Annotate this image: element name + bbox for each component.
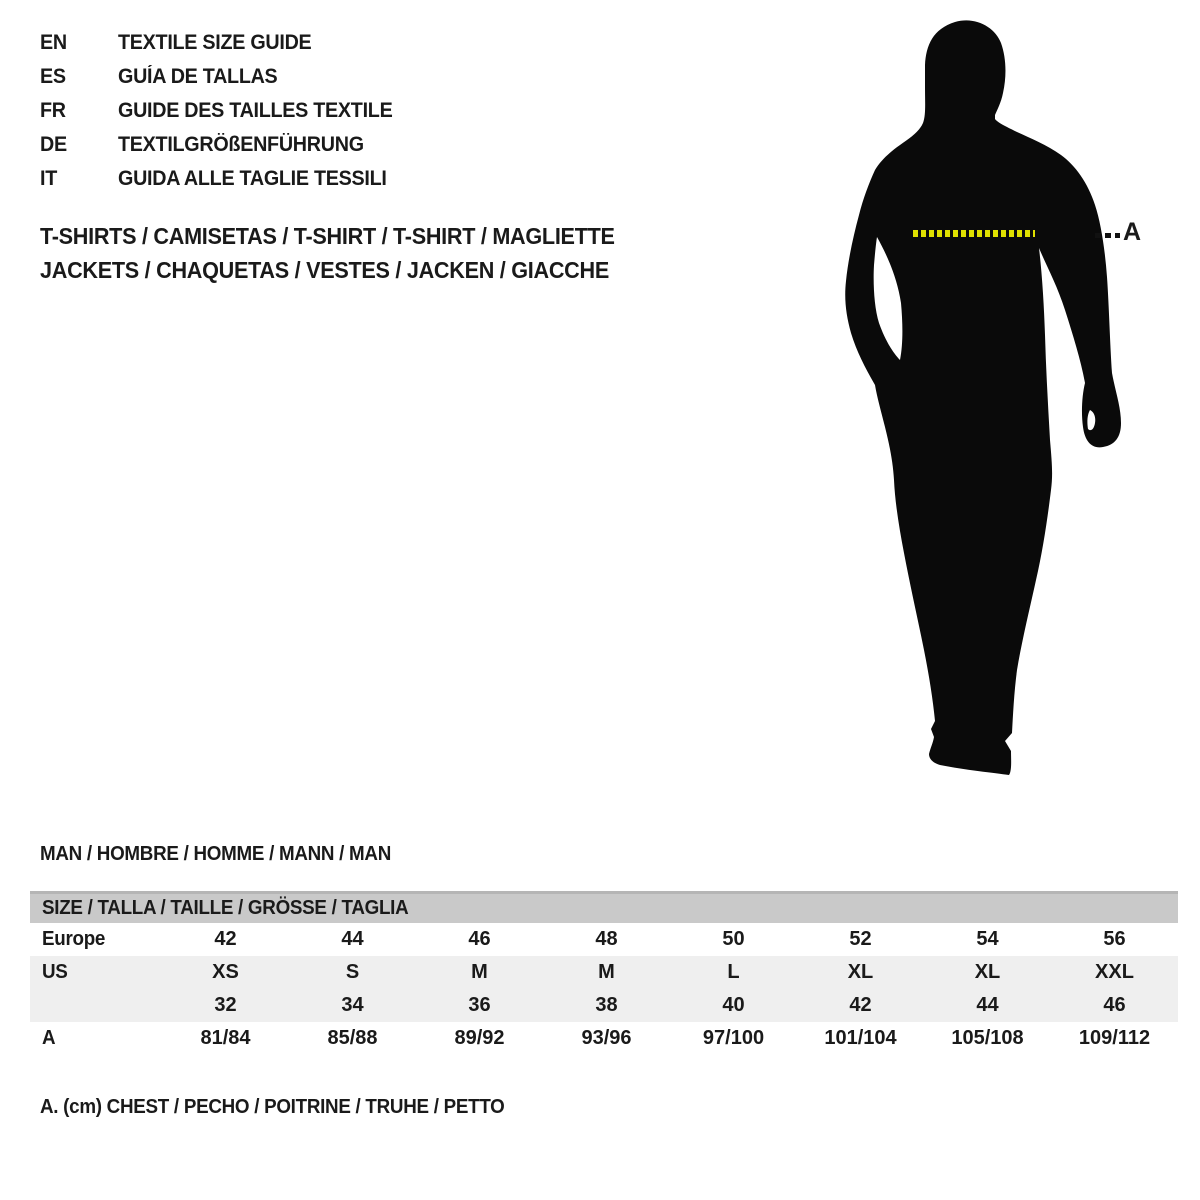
table-cell: M [471, 961, 488, 983]
table-cell: 48 [595, 928, 618, 950]
table-cell: 97/100 [702, 1027, 765, 1049]
table-header: SIZE / TALLA / TAILLE / GRÖSSE / TAGLIA [30, 891, 1178, 923]
table-row-us [30, 956, 1178, 989]
table-cell: 93/96 [581, 1027, 632, 1049]
table-cell: 40 [722, 994, 745, 1016]
table-cell: L [727, 961, 740, 983]
row-label: US [42, 961, 68, 983]
table-cell: 89/92 [454, 1027, 505, 1049]
table-cell: 46 [1103, 994, 1126, 1016]
table-cell: M [598, 961, 615, 983]
table-cell: 42 [214, 928, 237, 950]
table-cell: 42 [849, 994, 872, 1016]
table-cell: 50 [722, 928, 745, 950]
table-cell: 46 [468, 928, 491, 950]
row-label: A [42, 1027, 56, 1049]
table-cell: 101/104 [824, 1027, 897, 1049]
table-cell: S [345, 961, 360, 983]
category-jackets: JACKETS / CHAQUETAS / VESTES / JACKEN / GIACCHE [40, 257, 609, 283]
measurement-footnote: A. (cm) CHEST / PECHO / POITRINE / TRUHE / PETTO [40, 1096, 505, 1118]
table-cell: 52 [849, 928, 872, 950]
man-silhouette-icon [838, 15, 1138, 790]
language-title: TEXTILE SIZE GUIDE [118, 31, 312, 54]
language-title: TEXTILGRÖßENFÜHRUNG [118, 133, 364, 156]
table-row-europe [30, 923, 1178, 956]
language-code: FR [40, 99, 66, 122]
table-cell: 105/108 [951, 1027, 1024, 1049]
table-cell: 81/84 [200, 1027, 251, 1049]
language-code: ES [40, 65, 66, 88]
table-cell: 36 [468, 994, 491, 1016]
table-cell: 109/112 [1078, 1027, 1151, 1049]
table-cell: 32 [214, 994, 237, 1016]
language-title: GUIDA ALLE TAGLIE TESSILI [118, 167, 387, 190]
table-cell: XL [974, 961, 1001, 983]
chest-measure-dash-line [1095, 233, 1120, 238]
language-code: IT [40, 167, 57, 190]
table-cell: XL [847, 961, 874, 983]
category-tshirts: T-SHIRTS / CAMISETAS / T-SHIRT / T-SHIRT / MAGLIETTE [40, 223, 615, 249]
table-cell: 38 [595, 994, 618, 1016]
row-label [30, 989, 162, 1022]
size-table [30, 891, 1178, 1055]
language-title: GUIDE DES TAILLES TEXTILE [118, 99, 393, 122]
table-cell: 44 [976, 994, 999, 1016]
table-cell: 34 [341, 994, 364, 1016]
language-code: DE [40, 133, 67, 156]
table-cell: 44 [341, 928, 364, 950]
language-title: GUÍA DE TALLAS [118, 65, 278, 88]
chest-measure-dotted-line [913, 230, 1035, 237]
table-cell: XXL [1095, 961, 1134, 983]
table-row-chest-a [30, 1022, 1178, 1055]
measure-label-a: A [1123, 218, 1142, 246]
table-cell: XS [212, 961, 239, 983]
language-code: EN [40, 31, 67, 54]
table-cell: 54 [976, 928, 999, 950]
table-cell: 85/88 [327, 1027, 378, 1049]
table-cell: 56 [1103, 928, 1126, 950]
section-title-man: MAN / HOMBRE / HOMME / MANN / MAN [40, 843, 392, 865]
row-label: Europe [42, 928, 106, 950]
table-row-numeric [30, 989, 1178, 1022]
